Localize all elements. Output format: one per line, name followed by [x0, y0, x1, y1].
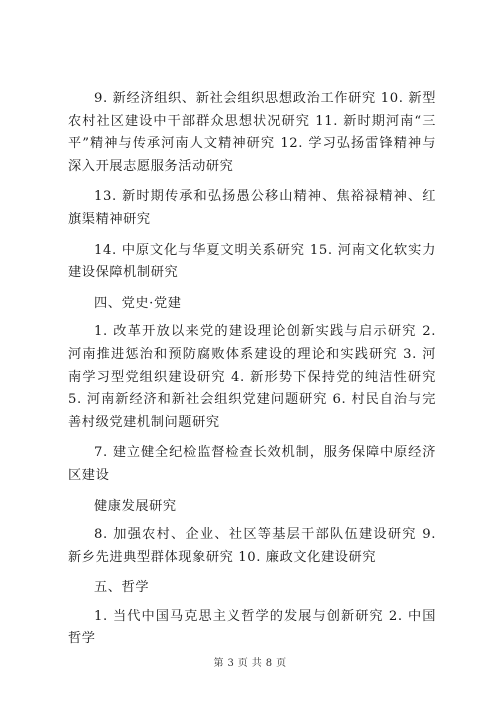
page-footer: 第 3 页 共 8 页: [213, 658, 287, 669]
paragraph-party-items-8-10: 8. 加强农村、企业、社区等基层干部队伍建设研究 9. 新乡先进典型群体现象研究 10. 廉政文化建设研究: [68, 527, 436, 565]
paragraph-items-9-12: 9. 新经济组织、新社会组织思想政治工作研究 10. 新型农村社区建设中干部群众思想状况研究 11. 新时期河南“三平”精神与传承河南人文精神研究 12. 学习弘扬雷锋精神与深入开展志愿服务活动研究: [68, 91, 436, 174]
section-heading-philosophy: 五、哲学: [94, 580, 150, 596]
paragraph-item-13: 13. 新时期传承和弘扬愚公移山精神、焦裕禄精神、红旗渠精神研究: [68, 189, 436, 227]
paragraph-philosophy-items: 1. 当代中国马克思主义哲学的发展与创新研究 2. 中国哲学: [68, 608, 436, 647]
paragraph-items-14-15: 14. 中原文化与华夏文明关系研究 15. 河南文化软实力建设保障机制研究: [68, 242, 436, 281]
heading-healthy-development: 健康发展研究: [94, 498, 177, 514]
paragraph-party-item-7: 7. 建立健全纪检监督检查长效机制，服务保障中原经济区建设: [68, 445, 436, 483]
document-body: [68, 88, 436, 659]
paragraph-party-items-1-6: 1. 改革开放以来党的建设理论创新实践与启示研究 2. 河南推进惩治和预防腐败体系建设的理论和实践研究 3. 河南学习型党组织建设研究 4. 新形势下保持党的纯洁性研究 5. 河南新经济和新社会组织党建问题研究 6. 村民自治与完善村级党建机制问题研究: [68, 324, 436, 430]
section-heading-party-history: 四、党史·党建: [94, 295, 182, 311]
